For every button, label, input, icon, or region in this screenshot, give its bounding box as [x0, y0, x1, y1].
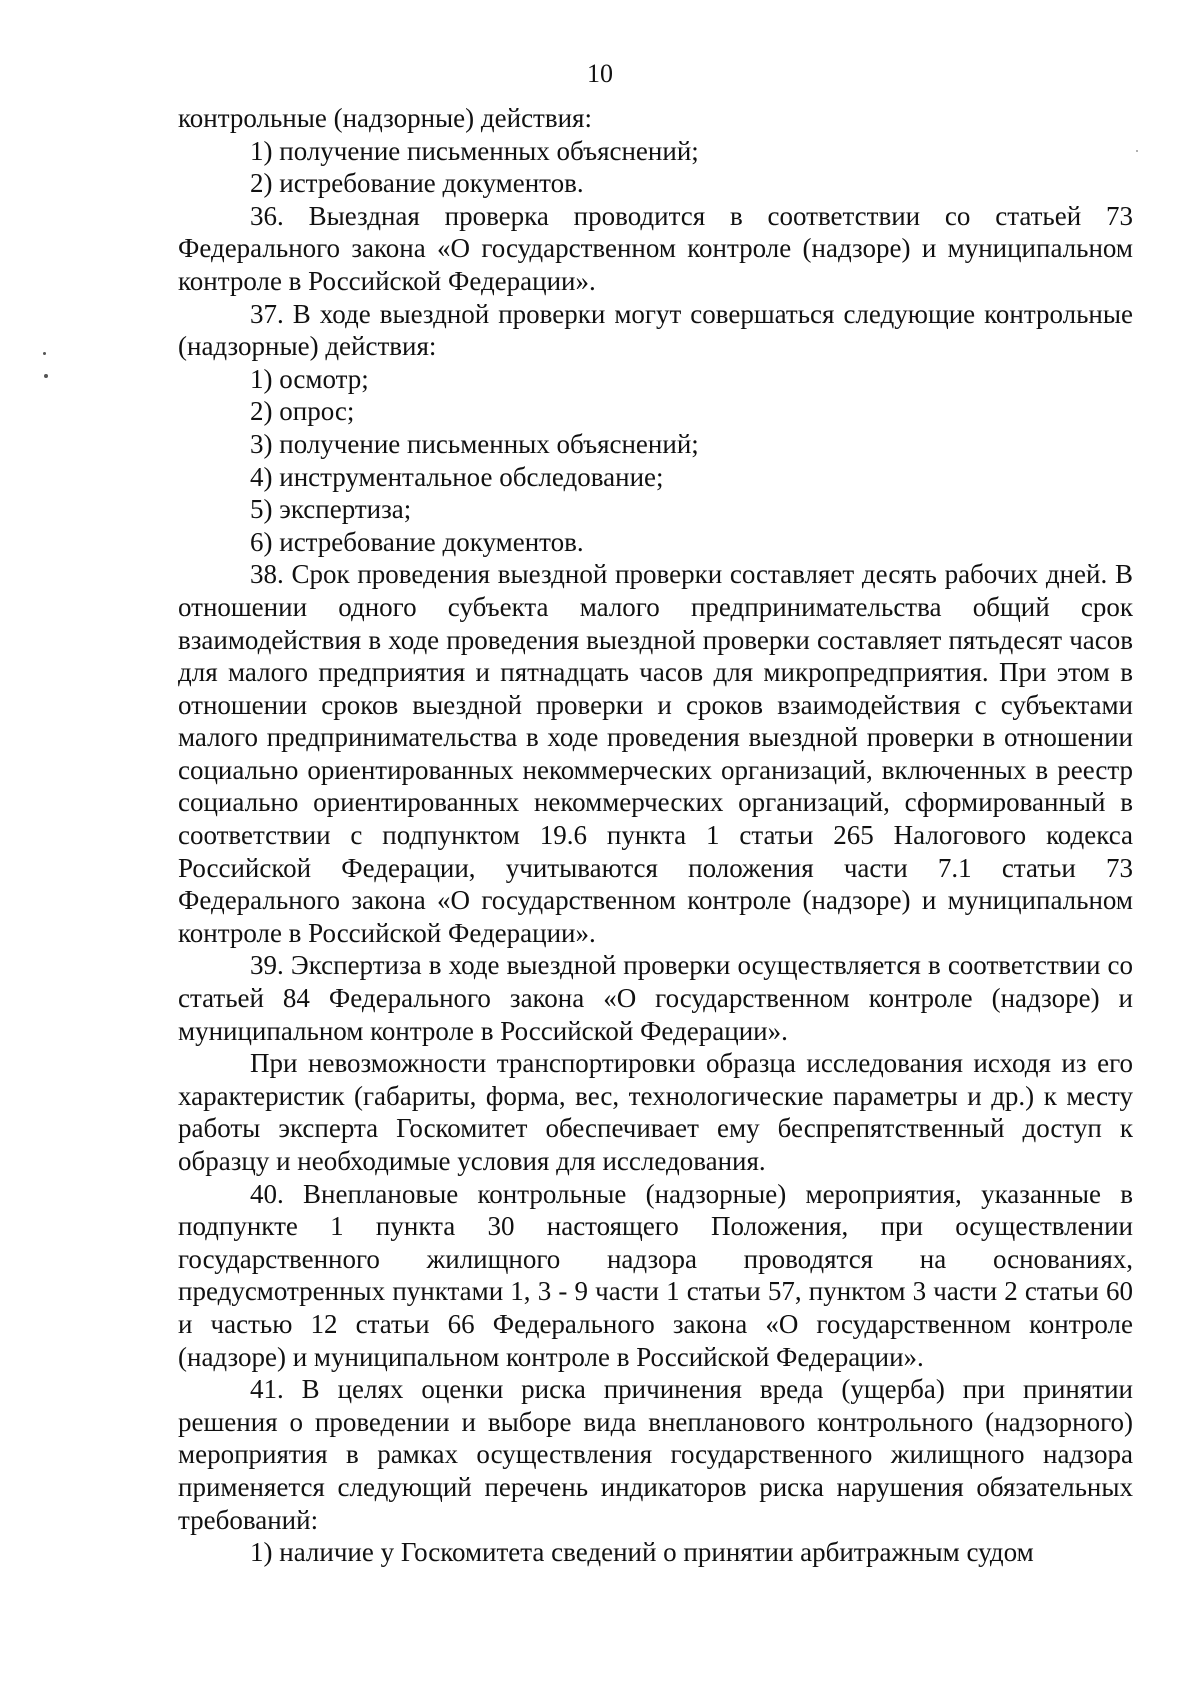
- paragraph-39: 39. Экспертиза в ходе выездной проверки осуществляется в соответствии со статьей 84 Федерального закона «О государственном контроле (надзоре) и муниципальном контроле в Российской Федерации».: [178, 950, 1133, 1046]
- scan-speck: [43, 352, 46, 355]
- list-item: 3) получение письменных объяснений;: [250, 428, 699, 459]
- list-item: 5) экспертиза;: [250, 494, 412, 525]
- scan-speck: [44, 374, 48, 378]
- list-item: 1) получение письменных объяснений;: [250, 135, 699, 166]
- list-item: 1) осмотр;: [250, 363, 369, 394]
- list-item: 4) инструментальное обследование;: [250, 461, 664, 492]
- page-number: 10: [587, 59, 613, 88]
- paragraph-38: 38. Срок проведения выездной проверки составляет десять рабочих дней. В отношении одного субъекта малого предпринимательства общий срок взаимодействия в ходе проведения выездной проверки составляет пятьдесят часов для малого предприятия и пятнадцать часов для микропредприятия. При этом в отношении сроков выездной проверки и сроков взаимодействия с субъектами малого предпринимательства в ходе проведения выездной проверки в отношении социально ориентированных некоммерческих организаций, включенных в реестр социально ориентированных некоммерческих организаций, сформированный в соответствии с подпунктом 19.6 пункта 1 статьи 265 Налогового кодекса Российской Федерации, учитываются положения части 7.1 статьи 73 Федерального закона «О государственном контроле (надзоре) и муниципальном контроле в Российской Федерации».: [178, 559, 1133, 948]
- scan-speck: [1136, 150, 1138, 152]
- paragraph-41: 41. В целях оценки риска причинения вреда (ущерба) при принятии решения о проведении и выборе вида внепланового контрольного (надзорного) мероприятия в рамках осуществления государственного жилищного надзора применяется следующий перечень индикаторов риска нарушения обязательных требований:: [178, 1374, 1133, 1535]
- document-body: [178, 102, 1133, 1569]
- paragraph-40: 40. Внеплановые контрольные (надзорные) мероприятия, указанные в подпункте 1 пункта 30 настоящего Положения, при осуществлении государственного жилищного надзора проводятся на основаниях, предусмотренных пунктами 1, 3 - 9 части 1 статьи 57, пунктом 3 части 2 статьи 60 и частью 12 статьи 66 Федерального закона «О государственном контроле (надзоре) и муниципальном контроле в Российской Федерации».: [178, 1178, 1133, 1372]
- list-item: 6) истребование документов.: [250, 526, 584, 557]
- list-item: 2) истребование документов.: [250, 168, 584, 199]
- paragraph-39-continuation: При невозможности транспортировки образца исследования исходя из его характеристик (габариты, форма, вес, технологические параметры и др.) к месту работы эксперта Госкомитет обеспечивает ему беспрепятственный доступ к образцу и необходимые условия для исследования.: [178, 1048, 1133, 1176]
- paragraph-36: 36. Выездная проверка проводится в соответствии со статьей 73 Федерального закона «О государственном контроле (надзоре) и муниципальном контроле в Российской Федерации».: [178, 200, 1133, 296]
- paragraph-37: 37. В ходе выездной проверки могут совершаться следующие контрольные (надзорные) действия:: [178, 298, 1133, 362]
- continuation-line: контрольные (надзорные) действия:: [178, 103, 592, 133]
- list-item: 2) опрос;: [250, 396, 355, 427]
- paragraph-41-item-1: 1) наличие у Госкомитета сведений о принятии арбитражным судом: [250, 1537, 1034, 1568]
